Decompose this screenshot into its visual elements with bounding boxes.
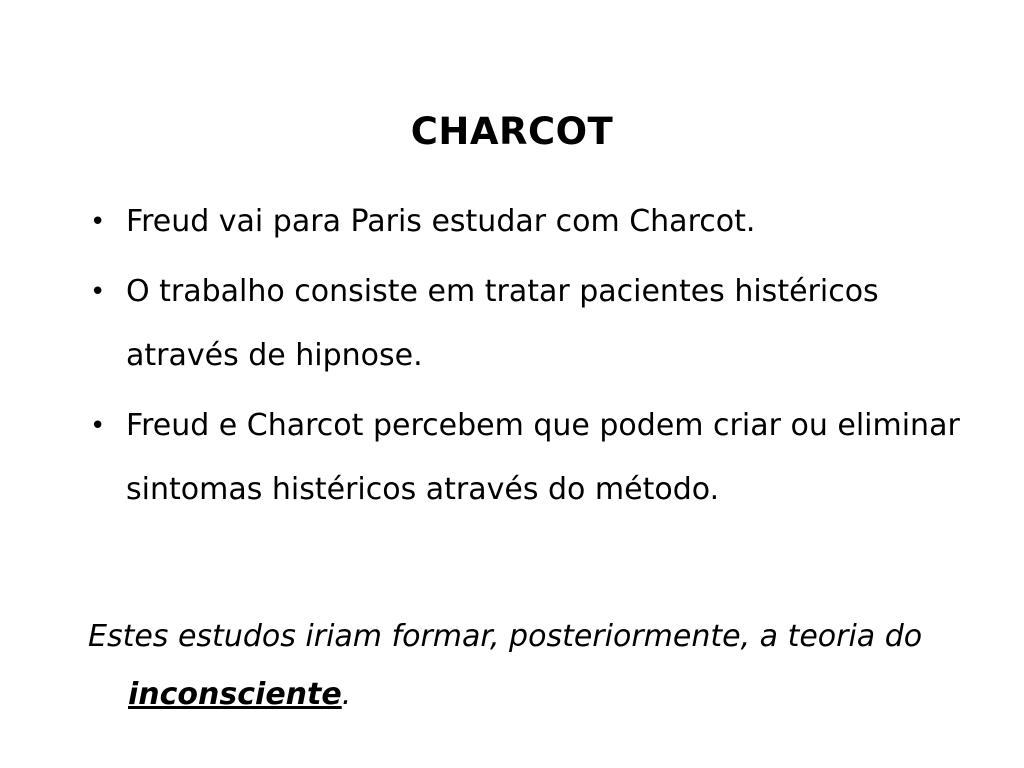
bullet-dot-icon: • bbox=[90, 411, 106, 441]
closing-text: Estes estudos iriam formar, posteriormente, a teoria do bbox=[88, 619, 923, 654]
closing-statement bbox=[88, 608, 1008, 724]
bullet-text: O trabalho consiste em tratar pacientes histéricos através de hipnose. bbox=[126, 274, 879, 373]
bullet-item bbox=[88, 190, 968, 254]
bullet-item bbox=[88, 260, 968, 388]
bullet-list bbox=[88, 190, 968, 528]
bullet-text: Freud e Charcot percebem que podem criar ou eliminar sintomas histéricos através do método. bbox=[126, 408, 960, 507]
bullet-item bbox=[88, 394, 968, 522]
bullet-dot-icon: • bbox=[90, 277, 106, 307]
closing-emphasis: inconsciente bbox=[128, 677, 342, 712]
bullet-text: Freud vai para Paris estudar com Charcot. bbox=[126, 204, 756, 239]
bullet-dot-icon: • bbox=[90, 207, 106, 237]
slide-title: CHARCOT bbox=[410, 110, 614, 153]
closing-period: . bbox=[341, 677, 352, 712]
